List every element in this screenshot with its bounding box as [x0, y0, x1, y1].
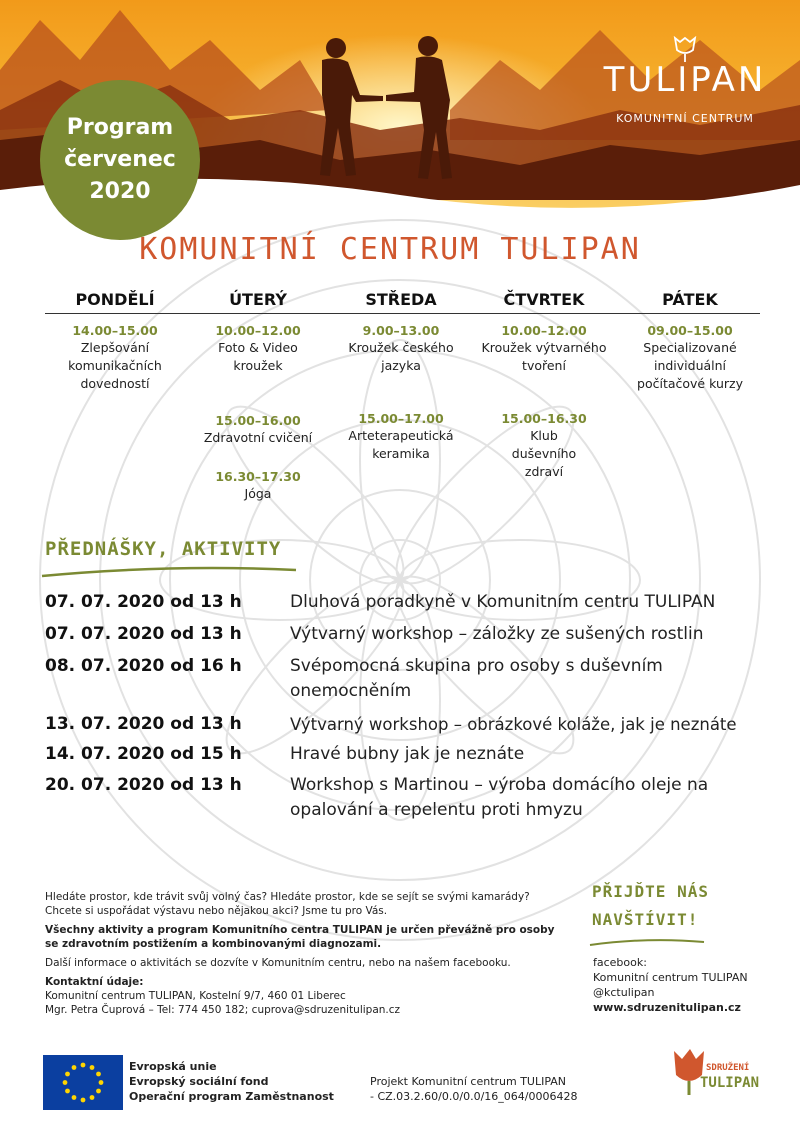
day-header-monday: PONDĚLÍ: [75, 290, 155, 309]
program-badge: [40, 80, 200, 240]
website-link[interactable]: www.sdruzenitulipan.cz: [593, 1001, 741, 1014]
event-date: 07. 07. 2020 od 13 h: [45, 592, 242, 612]
schedule-slot: [474, 410, 614, 481]
contact-address: Komunitní centrum TULIPAN, Kostelní 9/7, 460 01 Liberec: [45, 990, 346, 1002]
tulip-icon: [670, 36, 700, 62]
event-date: 08. 07. 2020 od 16 h: [45, 656, 242, 676]
badge-line-program: Program: [66, 115, 174, 140]
visit-line-2: NAVŠTÍVIT!: [592, 910, 699, 929]
slot-time: 15.00–16.00: [215, 413, 301, 428]
slot-time: 10.00–12.00: [501, 323, 587, 338]
slot-time: 16.30–17.30: [215, 469, 301, 484]
day-header-wednesday: STŘEDA: [365, 290, 437, 309]
sdruzeni-line-1: SDRUŽENÍ: [706, 1063, 750, 1073]
eu-line-2: Evropský sociální fond: [129, 1075, 269, 1088]
event-description: Svépomocná skupina pro osoby s duševním onemocněním: [290, 656, 663, 701]
logo-name: TULIPAN: [603, 60, 767, 100]
day-header-tuesday: ÚTERÝ: [229, 290, 287, 309]
visit-us-heading: [592, 878, 722, 934]
sdruzeni-tulipan-logo: [660, 1045, 760, 1115]
event-description: Hravé bubny jak je neznáte: [290, 744, 525, 764]
project-line-1: Projekt Komunitní centrum TULIPAN: [370, 1075, 567, 1088]
event-description: Dluhová poradkyně v Komunitním centru TULIPAN: [290, 592, 716, 612]
facebook-block: [593, 955, 783, 1015]
sdruzeni-line-2: TULIPAN: [700, 1075, 760, 1091]
schedule-slot: [331, 410, 471, 463]
slot-name: Kroužek českého jazyka: [348, 340, 454, 373]
badge-line-year: 2020: [89, 179, 151, 204]
eu-line-1: Evropská unie: [129, 1060, 217, 1073]
eu-line-3: Operační program Zaměstnanost: [129, 1090, 334, 1103]
info-paragraph: Hledáte prostor, kde trávit svůj volný čas? Hledáte prostor, kde se sejít se svými kamarády? Chcete si uspořádat výstavu nebo nějakou akci? Jsme tu pro Vás.: [45, 891, 530, 917]
event-description: Výtvarný workshop – záložky ze sušených rostlin: [290, 624, 704, 644]
eu-flag-icon: [43, 1055, 123, 1110]
page-title: KOMUNITNÍ CENTRUM TULIPAN: [139, 232, 641, 267]
schedule-slot: [331, 322, 471, 375]
logo-subtitle: KOMUNITNÍ CENTRUM: [616, 112, 754, 125]
schedule-slot: [620, 322, 760, 393]
slot-name: Specializované individuální počítačové kurzy: [637, 340, 743, 391]
eu-funding-block: [43, 1055, 343, 1110]
facebook-page-name[interactable]: Komunitní centrum TULIPAN: [593, 971, 748, 984]
event-description: Výtvarný workshop – obrázkové koláže, jak je neznáte: [290, 715, 737, 734]
slot-name: Arteterapeutická keramika: [348, 428, 454, 461]
contact-person: Mgr. Petra Čuprová – Tel: 774 450 182; cuprova@sdruzenitulipan.cz: [45, 1004, 401, 1016]
slot-time: 09.00–15.00: [647, 323, 733, 338]
project-info: [370, 1074, 610, 1104]
project-line-2: - CZ.03.2.60/0.0/0.0/16_064/0006428: [370, 1090, 578, 1103]
event-date: 07. 07. 2020 od 13 h: [45, 624, 242, 644]
brush-underline: [40, 562, 300, 582]
event-date: 13. 07. 2020 od 13 h: [45, 714, 242, 734]
slot-time: 15.00–17.00: [358, 411, 444, 426]
brush-underline: [588, 935, 708, 949]
tulipan-logo: [600, 36, 770, 136]
slot-time: 15.00–16.30: [501, 411, 587, 426]
slot-time: 14.00–15.00: [72, 323, 158, 338]
schedule-slot: [188, 322, 328, 375]
info-paragraph-more: Další informace o aktivitách se dozvíte v Komunitním centru, nebo na našem facebooku.: [45, 957, 511, 969]
eu-text: [129, 1059, 349, 1104]
slot-name: Foto & Video kroužek: [218, 340, 298, 373]
schedule-slot: [188, 412, 328, 447]
event-date: 14. 07. 2020 od 15 h: [45, 744, 242, 764]
day-header-thursday: ČTVRTEK: [503, 290, 585, 309]
slot-name: Kroužek výtvarného tvoření: [481, 340, 607, 373]
contact-label: Kontaktní údaje:: [45, 976, 144, 988]
schedule-slot: [474, 322, 614, 375]
info-paragraph-target-group: Všechny aktivity a program Komunitního centra TULIPAN je určen převážně pro osoby se zdravotním postižením a kombinovanými diagnozami.: [45, 924, 555, 950]
facebook-label: facebook:: [593, 956, 647, 969]
info-block: [45, 890, 565, 1017]
badge-line-month: červenec: [64, 147, 176, 172]
eu-stars-icon: [43, 1055, 123, 1110]
facebook-handle[interactable]: @kctulipan: [593, 986, 655, 999]
event-description: Workshop s Martinou – výroba domácího oleje na opalování a repelentu proti hmyzu: [290, 775, 709, 820]
schedule-slot: [188, 468, 328, 503]
day-header-friday: PÁTEK: [662, 290, 718, 309]
slot-name: Zlepšování komunikačních dovedností: [68, 340, 162, 391]
slot-name: Jóga: [244, 486, 272, 501]
schedule-slot: [45, 322, 185, 393]
event-date: 20. 07. 2020 od 13 h: [45, 775, 242, 795]
slot-name: Zdravotní cvičení: [203, 430, 313, 445]
day-header-row: [45, 290, 760, 314]
slot-name: Klub duševního zdraví: [511, 428, 577, 479]
activities-title: PŘEDNÁŠKY, AKTIVITY: [45, 538, 282, 560]
slot-time: 10.00–12.00: [215, 323, 301, 338]
slot-time: 9.00–13.00: [362, 323, 440, 338]
visit-line-1: PŘIJĎTE NÁS: [592, 882, 709, 901]
